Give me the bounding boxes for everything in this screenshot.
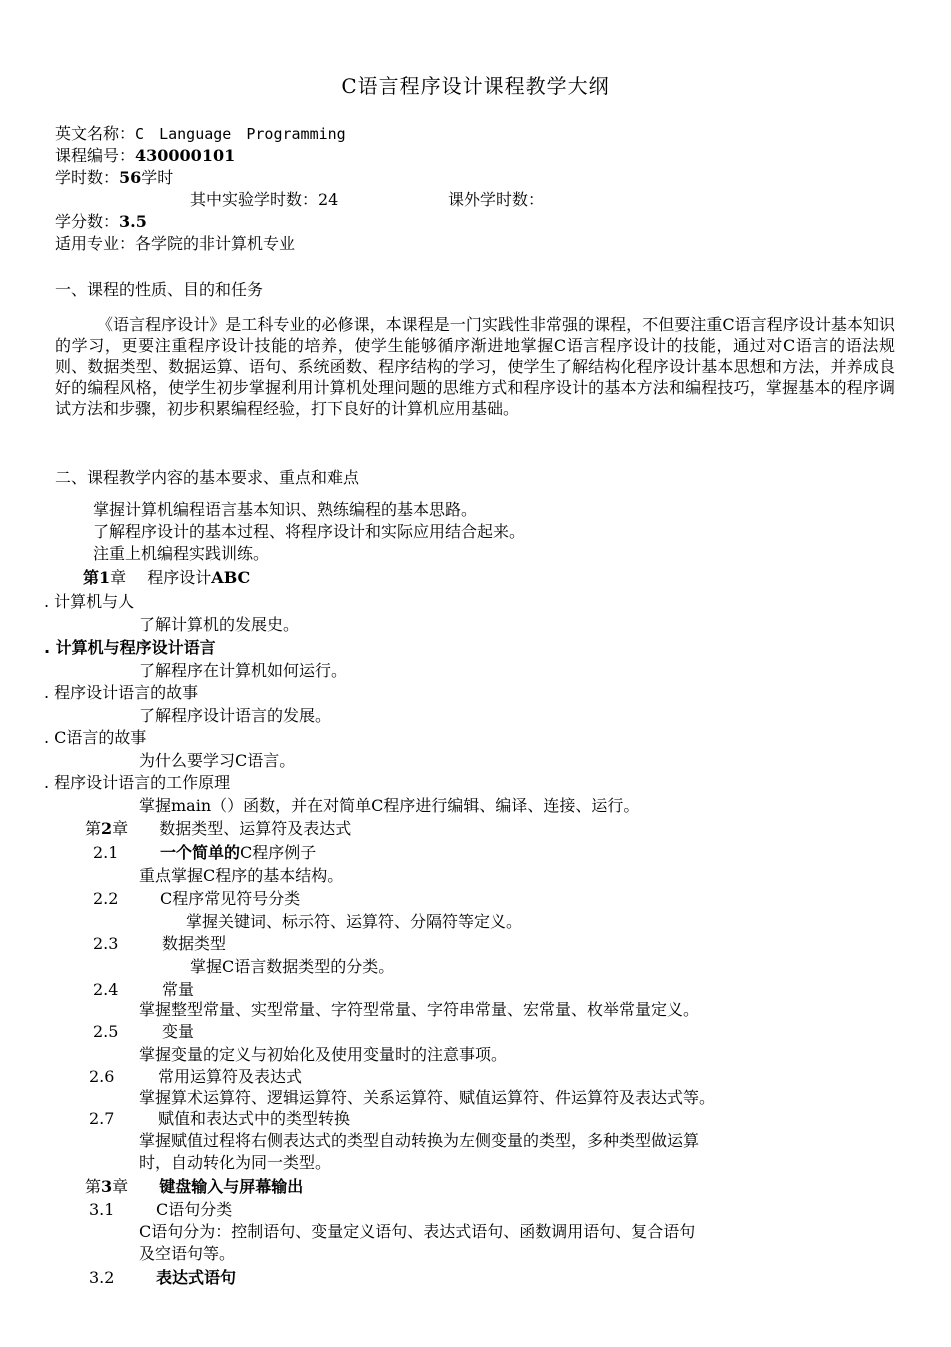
ch1-section1: . 计算机与人 xyxy=(44,592,135,611)
ch1-section5: . 程序设计语言的工作原理 xyxy=(44,773,231,792)
ch1-section4-desc: 为什么要学习C语言。 xyxy=(139,751,296,770)
ch1-section3-desc: 了解程序设计语言的发展。 xyxy=(139,706,332,725)
ch2-s4-number: 2.4 xyxy=(93,980,119,999)
lab-hours: 其中实验学时数：24 xyxy=(190,190,339,209)
doc-title: C语言程序设计课程教学大纲 xyxy=(341,74,610,98)
ch1-section5-desc: 掌握main（）函数，并在对简单C程序进行编辑、编译、连接、运行。 xyxy=(139,796,640,815)
hours-unit: 学时 xyxy=(141,168,174,187)
ch3-s1-title: C语句分类 xyxy=(156,1200,233,1219)
chapter1-number: 1 xyxy=(99,568,111,587)
requirement-2: 了解程序设计的基本过程、将程序设计和实际应用结合起来。 xyxy=(93,522,526,541)
ch2-s1-title-a: 一个简单的 xyxy=(160,843,241,862)
hours-label: 学时数： xyxy=(55,168,120,187)
section1-body: 《语言程序设计》是工科专业的必修课，本课程是一门实践性非常强的课程，不但要注重C语言程序设计基本知识的学习，更要注重程序设计技能的培养，使学生能够循序渐进地掌握C语言程序设计的技能，通过对C语言的语法规则、数据类型、数据运算、语句、系统函数、程序结构的学习，使学生了解结构化程序设计基本思想和方法，并养成良好的编程风格，使学生初步掌握利用计算机处理问题的思维方式和程序设计的基本方法和编程技巧，掌握基本的程序调试方法和步骤，初步积累编程经验，打下良好的计算机应用基础。 xyxy=(55,315,895,418)
chapter3-heading xyxy=(85,1177,303,1197)
course-code-line xyxy=(55,146,235,166)
ch2-s3-number: 2.3 xyxy=(93,934,119,953)
course-code-label: 课程编号： xyxy=(55,146,136,165)
ch1-section3: . 程序设计语言的故事 xyxy=(44,683,199,702)
chapter3-prefix: 第 xyxy=(85,1177,102,1196)
ch3-s1-desc-line2: 及空语句等。 xyxy=(139,1244,236,1263)
chapter1-name: 程序设计 xyxy=(147,568,212,587)
ch2-s2-title: C程序常见符号分类 xyxy=(160,889,301,908)
english-name-line xyxy=(55,124,346,144)
hours-value: 56 xyxy=(119,168,142,187)
chapter1-name-en: ABC xyxy=(211,568,251,587)
ch2-s1-desc: 重点掌握C程序的基本结构。 xyxy=(139,866,344,885)
chapter2-prefix: 第 xyxy=(85,819,102,838)
ch2-s2-desc: 掌握关键词、标示符、运算符、分隔符等定义。 xyxy=(186,912,523,931)
ch2-s7-title: 赋值和表达式中的类型转换 xyxy=(158,1109,351,1128)
section1-heading: 一、课程的性质、目的和任务 xyxy=(55,280,264,299)
ch1-section2-desc: 了解程序在计算机如何运行。 xyxy=(139,661,348,680)
ch2-s7-number: 2.7 xyxy=(89,1109,115,1128)
chapter2-name: 数据类型、运算符及表达式 xyxy=(159,819,352,838)
english-name-value: C Language Programming xyxy=(135,125,346,143)
ch3-s1-number: 3.1 xyxy=(89,1200,115,1219)
ch2-s2-number: 2.2 xyxy=(93,889,119,908)
ch2-s6-desc: 掌握算术运算符、逻辑运算符、关系运算符、赋值运算符、件运算符及表达式等。 xyxy=(139,1088,716,1107)
ch1-section1-desc: 了解计算机的发展史。 xyxy=(139,615,300,634)
chapter3-suffix: 章 xyxy=(112,1177,129,1196)
ch3-s2-title: 表达式语句 xyxy=(156,1268,237,1287)
chapter1-suffix: 章 xyxy=(110,568,127,587)
ch2-s6-title: 常用运算符及表达式 xyxy=(158,1067,303,1086)
ch3-s2-number: 3.2 xyxy=(89,1268,115,1287)
chapter2-heading xyxy=(85,819,351,839)
course-code-value: 430000101 xyxy=(135,146,236,165)
section2-heading: 二、课程教学内容的基本要求、重点和难点 xyxy=(55,468,360,487)
applicable-major: 适用专业：各学院的非计算机专业 xyxy=(55,234,296,253)
ch2-s4-desc: 掌握整型常量、实型常量、字符型常量、字符串常量、宏常量、枚举常量定义。 xyxy=(139,1000,700,1019)
ch2-s3-desc: 掌握C语言数据类型的分类。 xyxy=(190,957,395,976)
chapter2-suffix: 章 xyxy=(112,819,129,838)
ch2-s5-number: 2.5 xyxy=(93,1022,119,1041)
ch2-s1-title xyxy=(160,843,316,863)
ch1-section4: . C语言的故事 xyxy=(44,728,147,747)
requirement-3: 注重上机编程实践训练。 xyxy=(93,544,270,563)
ch2-s7-desc-line1: 掌握赋值过程将右侧表达式的类型自动转换为左侧变量的类型，多种类型做运算 xyxy=(139,1131,700,1150)
ch1-section2: . 计算机与程序设计语言 xyxy=(44,638,216,657)
extra-hours: 课外学时数： xyxy=(448,190,545,209)
requirement-1: 掌握计算机编程语言基本知识、熟练编程的基本思路。 xyxy=(93,500,478,519)
credits-value: 3.5 xyxy=(119,212,147,231)
ch2-s1-number: 2.1 xyxy=(93,843,119,862)
ch2-s1-title-b: C程序例子 xyxy=(240,843,317,862)
ch2-s7-desc-line2: 时，自动转化为同一类型。 xyxy=(139,1153,332,1172)
ch2-s6-number: 2.6 xyxy=(89,1067,115,1086)
ch2-s5-desc: 掌握变量的定义与初始化及使用变量时的注意事项。 xyxy=(139,1045,508,1064)
hours-line xyxy=(55,168,173,188)
chapter3-number: 3 xyxy=(101,1177,113,1196)
chapter1-heading xyxy=(83,568,250,588)
chapter1-prefix: 第 xyxy=(83,568,100,587)
credits-line xyxy=(55,212,147,232)
ch2-s3-title: 数据类型 xyxy=(162,934,227,953)
credits-label: 学分数： xyxy=(55,212,120,231)
chapter3-name: 键盘输入与屏幕输出 xyxy=(159,1177,304,1196)
ch3-s1-desc-line1: C语句分为：控制语句、变量定义语句、表达式语句、函数调用语句、复合语句 xyxy=(139,1222,696,1241)
chapter2-number: 2 xyxy=(101,819,113,838)
ch2-s5-title: 变量 xyxy=(162,1022,195,1041)
ch2-s4-title: 常量 xyxy=(162,980,195,999)
english-name-label: 英文名称： xyxy=(55,124,136,143)
